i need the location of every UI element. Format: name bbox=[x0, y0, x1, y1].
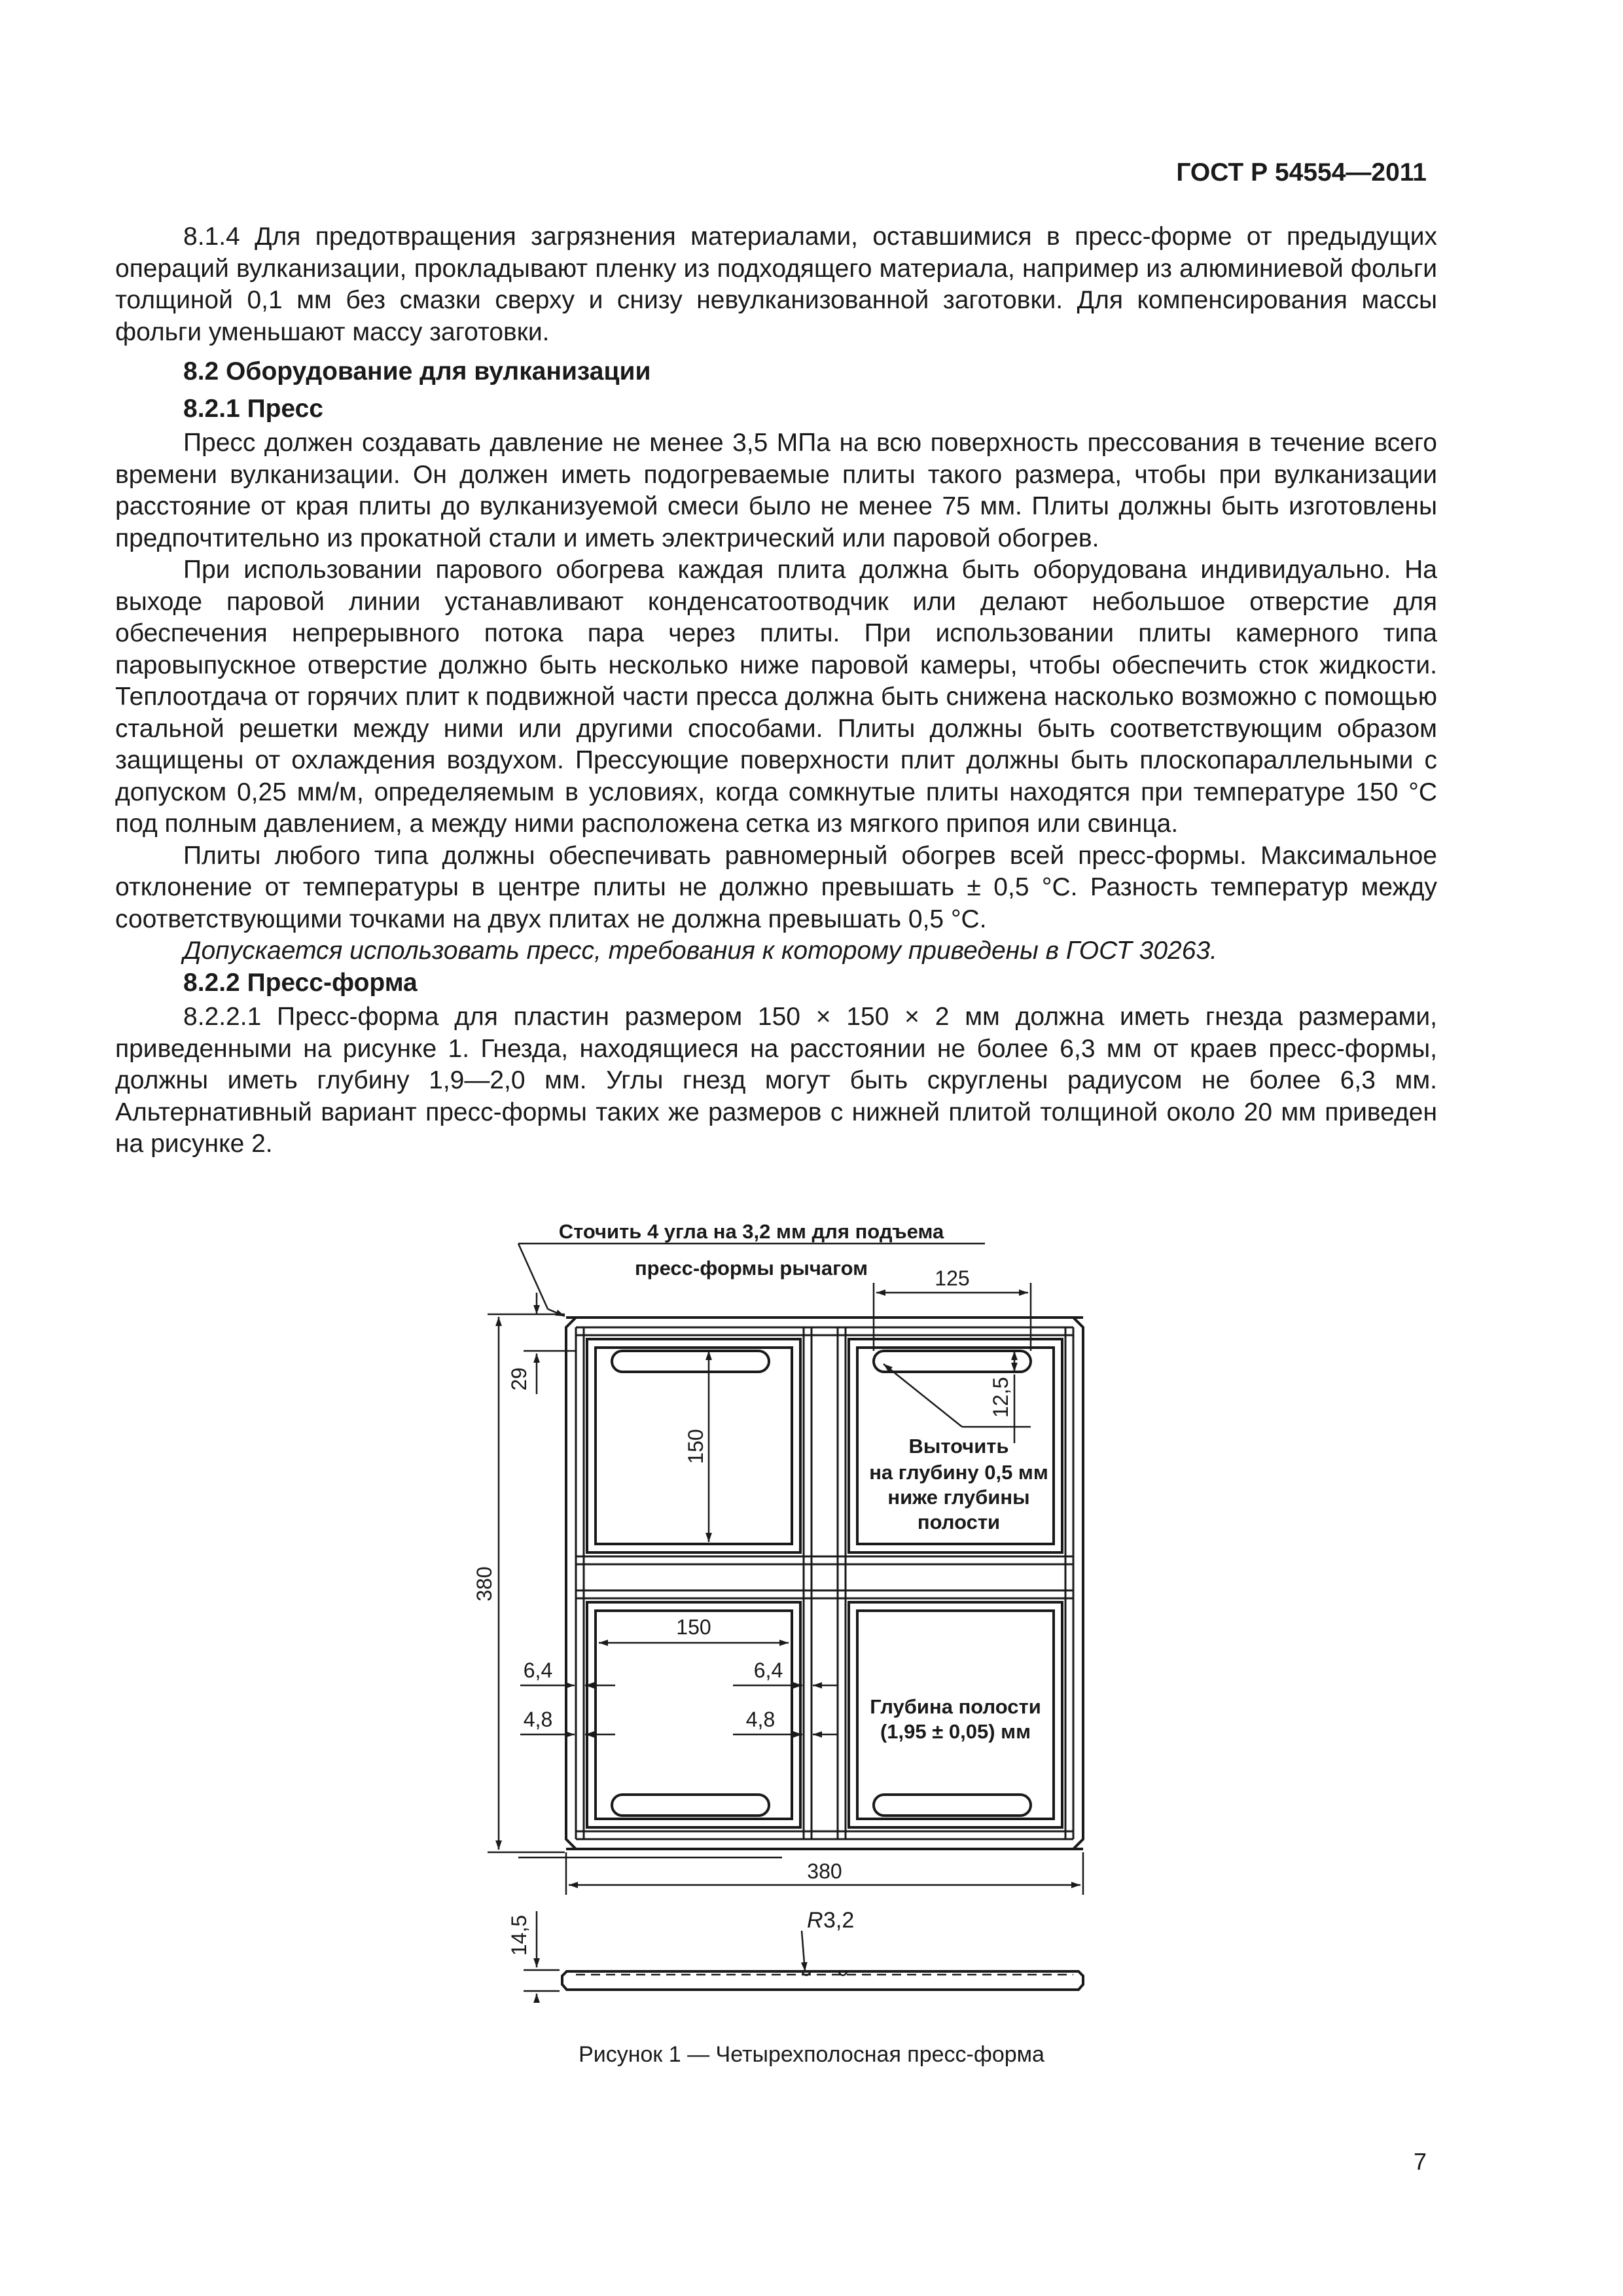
mold-section-view bbox=[562, 1971, 1083, 1990]
dim-29-label: 29 bbox=[507, 1367, 531, 1391]
dim-6-4-right-label: 6,4 bbox=[753, 1659, 783, 1682]
dim-14-5-label: 14,5 bbox=[507, 1914, 531, 1956]
note-groove-line3: ниже глубины bbox=[887, 1486, 1030, 1509]
heading-8-2-2: 8.2.2 Пресс-форма bbox=[183, 968, 418, 997]
drawing-labels bbox=[473, 1220, 1048, 1956]
radius-value: 3,2 bbox=[823, 1908, 855, 1933]
heading-8-2: 8.2 Оборудование для вулканизации bbox=[183, 357, 651, 386]
paragraph-press-4: Допускается использовать пресс, требования к которому приведены в ГОСТ 30263. bbox=[183, 937, 1217, 965]
note-groove-line1: Выточить bbox=[908, 1435, 1009, 1458]
dim-125-label: 125 bbox=[935, 1266, 970, 1290]
document-id-header: ГОСТ Р 54554—2011 bbox=[1176, 158, 1427, 187]
paragraph-press-2: При использовании парового обогрева каждая плита должна быть оборудована индивидуально. На выходе паровой линии устанавливают конденсатоотводчик или делают небольшое отверстие для обеспечения непрерывного потока пара через плиты. При использовании плиты камерного типа паровыпускное отверстие должно быть несколько ниже паровой камеры, чтобы обеспечить сток жидкости. Теплоотдача от горячих плит к подвижной части пресса должна быть снижена насколько возможно с помощью стальной решетки между ними или другими способами. Плиты должны быть соответствующим образом защищены от охлаждения воздухом. Прессующие поверхности плит должны быть плоскопараллельными с допуском 0,25 мм/м, определяемым в условиях, когда сомкнутые плиты находятся при температуре 150 °С под полным давлением, а между ними расположена сетка из мягкого припоя или свинца. bbox=[115, 556, 1437, 838]
note-corners-line1: Сточить 4 угла на 3,2 мм для подъема bbox=[558, 1220, 944, 1243]
paragraph-press-3: Плиты любого типа должны обеспечивать равномерный обогрев всей пресс-формы. Максимальное отклонение от температуры в центре плиты не должно превышать ± 0,5 °С. Разность температур между соответствующими точками на двух плитах не должна превышать 0,5 °С. bbox=[115, 841, 1437, 933]
paragraph-press-1: Пресс должен создавать давление не менее 3,5 МПа на всю поверхность прессования в течение всего времени вулканизации. Он должен иметь подогреваемые плиты такого размера, чтобы при вулканизации расстояние от края плиты до вулканизуемой смеси было не менее 75 мм. Плиты должны быть изготовлены предпочтительно из прокатной стали и иметь электрический или паровой обогрев. bbox=[115, 429, 1437, 552]
dim-6-4-left-label: 6,4 bbox=[523, 1659, 553, 1682]
dim-12-5-label: 12,5 bbox=[989, 1376, 1012, 1418]
paragraph-8-2-2-1: 8.2.2.1 Пресс-форма для пластин размером 150 × 150 × 2 мм должна иметь гнезда размерами, приведенными на рисунке 1. Гнезда, находящиеся на расстоянии не более 6,3 мм от краев пресс-формы, должны иметь глубину 1,9—2,0 мм. Углы гнезд могут быть скруглены радиусом не более 6,3 мм. Альтернативный вариант пресс-формы таких же размеров с нижней плитой толщиной около 20 мм приведен на рисунке 2. bbox=[115, 1003, 1437, 1158]
paragraph-8-1-4: 8.1.4 Для предотвращения загрязнения материалами, оставшимися в пресс-форме от предыдущих операций вулканизации, прокладывают пленку из подходящего материала, например из алюминиевой фольги толщиной 0,1 мм без смазки сверху и снизу невулканизованной заготовки. Для компенсирования массы фольги уменьшают массу заготовки. bbox=[115, 223, 1437, 346]
note-corners-line2: пресс-формы рычагом bbox=[634, 1257, 868, 1280]
dim-380-vertical-label: 380 bbox=[473, 1566, 496, 1602]
note-depth-line2: (1,95 ± 0,05) мм bbox=[880, 1720, 1031, 1743]
dim-4-8-left-label: 4,8 bbox=[523, 1708, 553, 1731]
dim-150-horizontal-label: 150 bbox=[676, 1615, 711, 1639]
dim-4-8-right-label: 4,8 bbox=[745, 1708, 776, 1731]
page-number: 7 bbox=[1413, 2148, 1427, 2175]
dim-380-horizontal-label: 380 bbox=[807, 1859, 842, 1883]
figure-caption: Рисунок 1 — Четырехполосная пресс-форма bbox=[579, 2042, 1044, 2067]
radius-symbol: R bbox=[807, 1908, 823, 1933]
dim-150-vertical-label: 150 bbox=[684, 1429, 707, 1464]
note-groove-line2: на глубину 0,5 мм bbox=[869, 1461, 1048, 1484]
note-depth-line1: Глубина полости bbox=[870, 1695, 1041, 1718]
heading-8-2-1: 8.2.1 Пресс bbox=[183, 394, 323, 423]
note-groove-line4: полости bbox=[917, 1511, 1001, 1534]
